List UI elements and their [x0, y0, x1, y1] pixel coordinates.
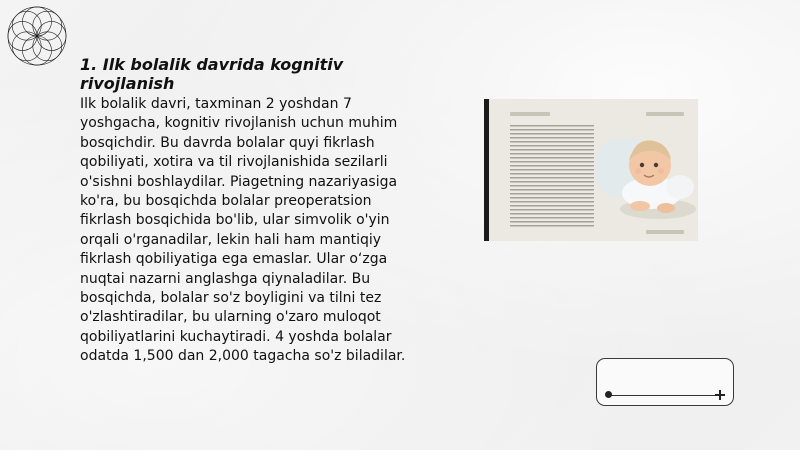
playback-slider-control[interactable] [596, 358, 734, 406]
slide-body-text: Ilk bolalik davri, taxminan 2 yoshdan 7 yoshgacha, kognitiv rivojlanish uchun muhim bosqichdir. Bu davrda bolalar quyi fikrlash qobiliyati, xotira va til rivojlanishida sezilarli o'sishni boshlaydilar. Piagetning nazariyasiga ko'ra, bu bosqichda bolalar preoperatsion fikrlash bosqichida bo'lib, ular simvolik o'yin orqali o'rganadilar, lekin hali ham mantiqiy fikrlash qobiliyatiga ega emaslar. Ular o‘zga nuqtai nazarni anglashga qiynaladilar. Bu bosqichda, bolalar so'z boyligini va tilni tez o'zlashtiradilar, bu ularning o'zaro muloqot qobiliyatlarini kuchaytiradi. 4 yoshda bolalar odatda 1,500 dan 2,000 tagacha so'z biladilar. [80, 96, 406, 365]
photo-accent-bar [484, 99, 489, 241]
photo-text-block [510, 125, 594, 229]
circular-line-art-logo-icon [4, 3, 70, 69]
dot-icon[interactable] [605, 391, 612, 398]
crawling-baby-photo [484, 99, 698, 241]
slider-track[interactable] [609, 395, 720, 396]
photo-heading-placeholder [510, 112, 550, 116]
baby-illustration [596, 113, 696, 231]
plus-icon[interactable] [715, 390, 725, 400]
slide-title: 1. Ilk bolalik davrida kognitiv rivojlanish [80, 55, 344, 93]
